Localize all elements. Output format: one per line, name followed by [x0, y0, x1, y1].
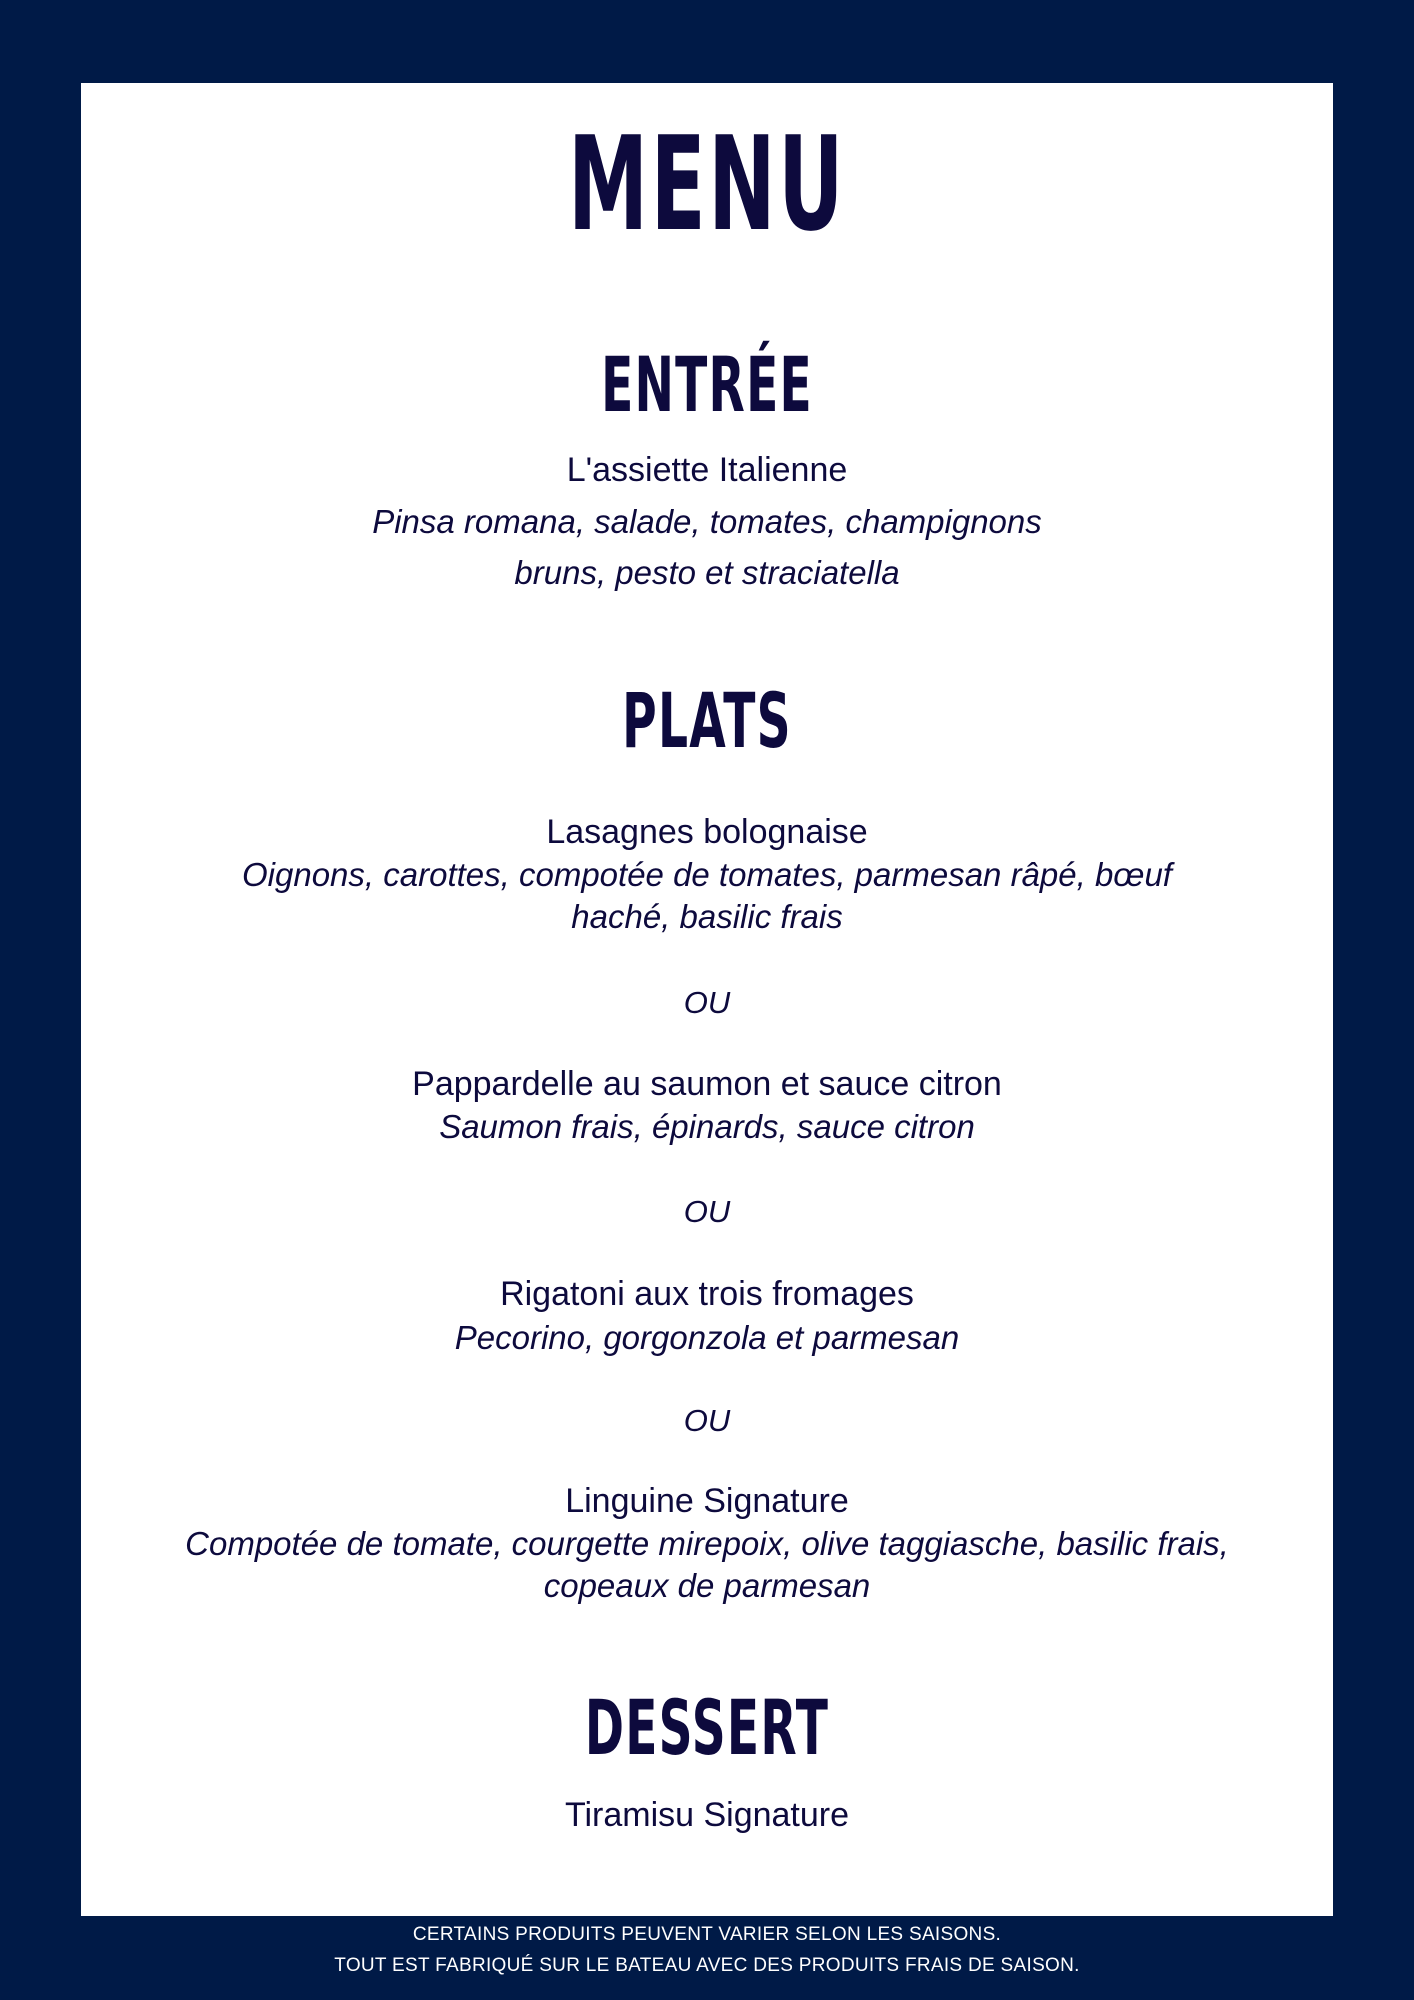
dish-name-rigatoni: Rigatoni aux trois fromages: [500, 1275, 914, 1313]
dish-name-tiramisu: Tiramisu Signature: [564, 1796, 850, 1834]
menu-card: [81, 83, 1333, 1916]
dish-description-lasagnes-line2: haché, basilic frais: [571, 898, 843, 935]
menu-title: MENU: [567, 108, 847, 260]
dish-description-assiette-italienne-line1: Pinsa romana, salade, tomates, champignons: [372, 503, 1042, 540]
dish-description-linguine-line2: copeaux de parmesan: [543, 1567, 871, 1604]
dish-description-lasagnes-line1: Oignons, carottes, compotée de tomates, parmesan râpé, bœuf: [242, 856, 1172, 893]
dish-name-pappardelle: Pappardelle au saumon et sauce citron: [412, 1065, 1002, 1103]
footer-note-line1: CERTAINS PRODUITS PEUVENT VARIER SELON LES SAISONS.: [412, 1924, 1002, 1945]
section-heading-plats: PLATS: [622, 676, 792, 765]
section-heading-dessert: DESSERT: [584, 1683, 830, 1772]
or-separator: OU: [683, 1403, 731, 1438]
dish-description-assiette-italienne-line2: bruns, pesto et straciatella: [514, 554, 900, 591]
or-separator: OU: [683, 1194, 731, 1229]
dish-description-linguine-line1: Compotée de tomate, courgette mirepoix, olive taggiasche, basilic frais,: [185, 1525, 1229, 1562]
dish-description-rigatoni: Pecorino, gorgonzola et parmesan: [454, 1319, 960, 1356]
dish-description-pappardelle: Saumon frais, épinards, sauce citron: [439, 1108, 975, 1145]
footer-note-line2: TOUT EST FABRIQUÉ SUR LE BATEAU AVEC DES PRODUITS FRAIS DE SAISON.: [334, 1955, 1080, 1976]
dish-name-assiette-italienne: L'assiette Italienne: [566, 451, 848, 489]
section-heading-entree: ENTRÉE: [601, 340, 813, 429]
dish-name-lasagnes: Lasagnes bolognaise: [546, 813, 868, 851]
dish-name-linguine: Linguine Signature: [565, 1482, 849, 1520]
or-separator: OU: [683, 985, 731, 1020]
